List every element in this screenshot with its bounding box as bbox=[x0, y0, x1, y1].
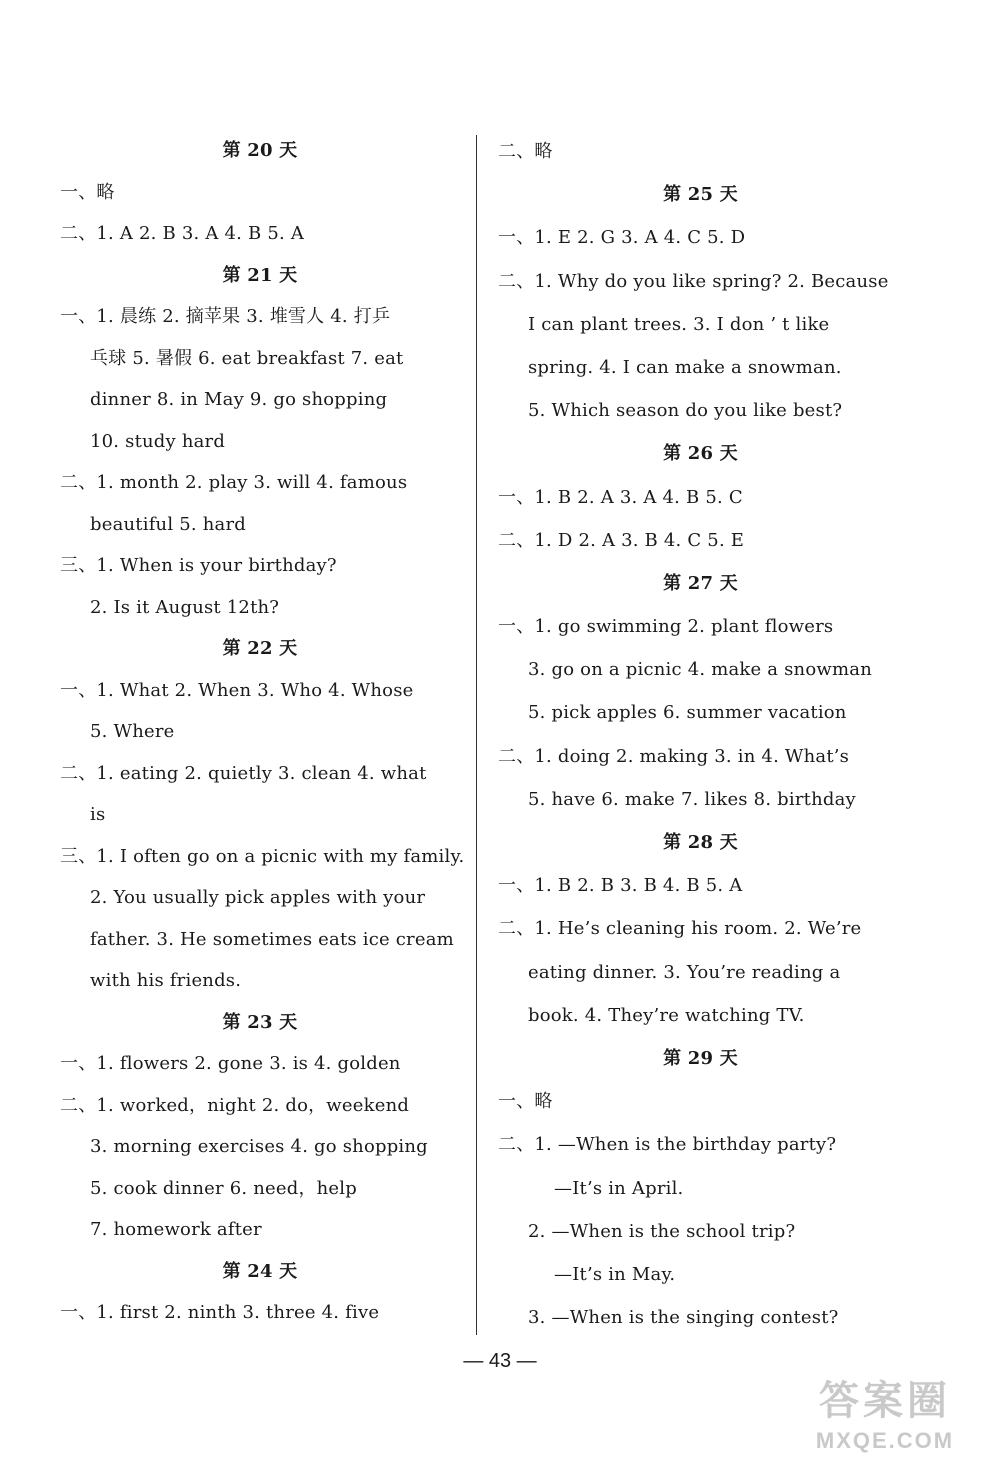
answer-line: 三、1. When is your birthday? bbox=[60, 555, 337, 576]
answer-line: 3. morning exercises 4. go shopping bbox=[90, 1136, 428, 1157]
day-heading: 第 21 天 bbox=[222, 264, 298, 286]
answer-line: 3. go on a picnic 4. make a snowman bbox=[528, 659, 872, 681]
column-divider bbox=[476, 135, 477, 1335]
answer-line: eating dinner. 3. You’re reading a bbox=[528, 961, 841, 983]
answer-line: 一、1. go swimming 2. plant flowers bbox=[498, 616, 834, 638]
answer-line: 5. Where bbox=[90, 721, 175, 742]
answer-line: 3. —When is the singing contest? bbox=[528, 1307, 839, 1329]
answer-line: 2. —When is the school trip? bbox=[528, 1220, 796, 1242]
answer-line: 二、1. doing 2. making 3. in 4. What’s bbox=[498, 745, 850, 767]
answer-line: spring. 4. I can make a snowman. bbox=[528, 356, 842, 378]
answer-line: 三、1. I often go on a picnic with my family. bbox=[60, 845, 465, 867]
answer-line: 5. Which season do you like best? bbox=[528, 400, 843, 422]
day-heading: 第 25 天 bbox=[663, 184, 738, 206]
answer-line: 二、1. eating 2. quietly 3. clean 4. what bbox=[60, 762, 427, 784]
answer-line: 7. homework after bbox=[90, 1219, 262, 1240]
answer-line: —It’s in April. bbox=[554, 1177, 684, 1199]
answer-line: 二、1. worked，night 2. do，weekend bbox=[60, 1094, 410, 1116]
day-heading: 第 27 天 bbox=[663, 572, 738, 594]
day-heading: 第 28 天 bbox=[663, 832, 738, 853]
answer-line: 一、略 bbox=[498, 1091, 553, 1113]
right-column bbox=[498, 130, 903, 1339]
watermark-text: 答案圈 bbox=[819, 1379, 951, 1423]
day-heading: 第 23 天 bbox=[222, 1011, 298, 1033]
answer-line: 一、1. first 2. ninth 3. three 4. five bbox=[60, 1302, 380, 1323]
answer-line: 5. pick apples 6. summer vacation bbox=[528, 702, 847, 724]
answer-line: 2. Is it August 12th? bbox=[90, 596, 280, 618]
answer-line: beautiful 5. hard bbox=[90, 513, 246, 535]
answer-line: 5. cook dinner 6. need，help bbox=[90, 1177, 357, 1199]
page-number: — 43 — bbox=[463, 1350, 537, 1372]
answer-line: 一、1. flowers 2. gone 3. is 4. golden bbox=[60, 1053, 401, 1074]
day-heading: 第 26 天 bbox=[663, 443, 738, 465]
answer-line: 10. study hard bbox=[90, 430, 226, 452]
answer-line: 二、1. He’s cleaning his room. 2. We’re bbox=[498, 918, 862, 940]
day-heading: 第 20 天 bbox=[222, 140, 298, 161]
watermark-logo bbox=[780, 1375, 990, 1467]
answer-line: 5. have 6. make 7. likes 8. birthday bbox=[528, 788, 856, 810]
answer-line: with his friends. bbox=[90, 970, 242, 991]
answer-line: 二、1. —When is the birthday party? bbox=[498, 1134, 837, 1156]
answer-line: father. 3. He sometimes eats ice cream bbox=[90, 928, 454, 950]
answer-line: 二、1. A 2. B 3. A 4. B 5. A bbox=[60, 223, 305, 244]
day-heading: 第 22 天 bbox=[222, 638, 298, 659]
answer-line: is bbox=[90, 804, 106, 825]
answer-line: 二、略 bbox=[498, 141, 553, 162]
answer-line: 一、1. 晨练 2. 摘苹果 3. 堆雪人 4. 打乒 bbox=[60, 306, 391, 327]
left-column bbox=[60, 130, 465, 1334]
answer-line: 乓球 5. 暑假 6. eat breakfast 7. eat bbox=[90, 347, 404, 369]
answer-line: 2. You usually pick apples with your bbox=[90, 887, 426, 908]
answer-line: 二、1. Why do you like spring? 2. Because bbox=[498, 270, 889, 292]
answer-line: 一、1. What 2. When 3. Who 4. Whose bbox=[60, 679, 414, 701]
answer-line: 一、1. E 2. G 3. A 4. C 5. D bbox=[498, 227, 746, 249]
answer-line: 二、1. month 2. play 3. will 4. famous bbox=[60, 472, 408, 493]
answer-line: 二、1. D 2. A 3. B 4. C 5. E bbox=[498, 529, 745, 551]
day-heading: 第 24 天 bbox=[222, 1260, 298, 1282]
answer-line: 一、1. B 2. A 3. A 4. B 5. C bbox=[498, 486, 743, 508]
watermark-url: MXQE.COM bbox=[815, 1428, 955, 1453]
answer-line: 一、1. B 2. B 3. B 4. B 5. A bbox=[498, 875, 743, 897]
answer-line: I can plant trees. 3. I don ’ t like bbox=[528, 313, 830, 335]
answer-line: dinner 8. in May 9. go shopping bbox=[90, 389, 388, 410]
answer-line: 一、略 bbox=[60, 181, 115, 203]
answer-line: book. 4. They’re watching TV. bbox=[528, 1004, 805, 1026]
day-heading: 第 29 天 bbox=[663, 1047, 738, 1069]
answer-line: —It’s in May. bbox=[554, 1263, 676, 1285]
